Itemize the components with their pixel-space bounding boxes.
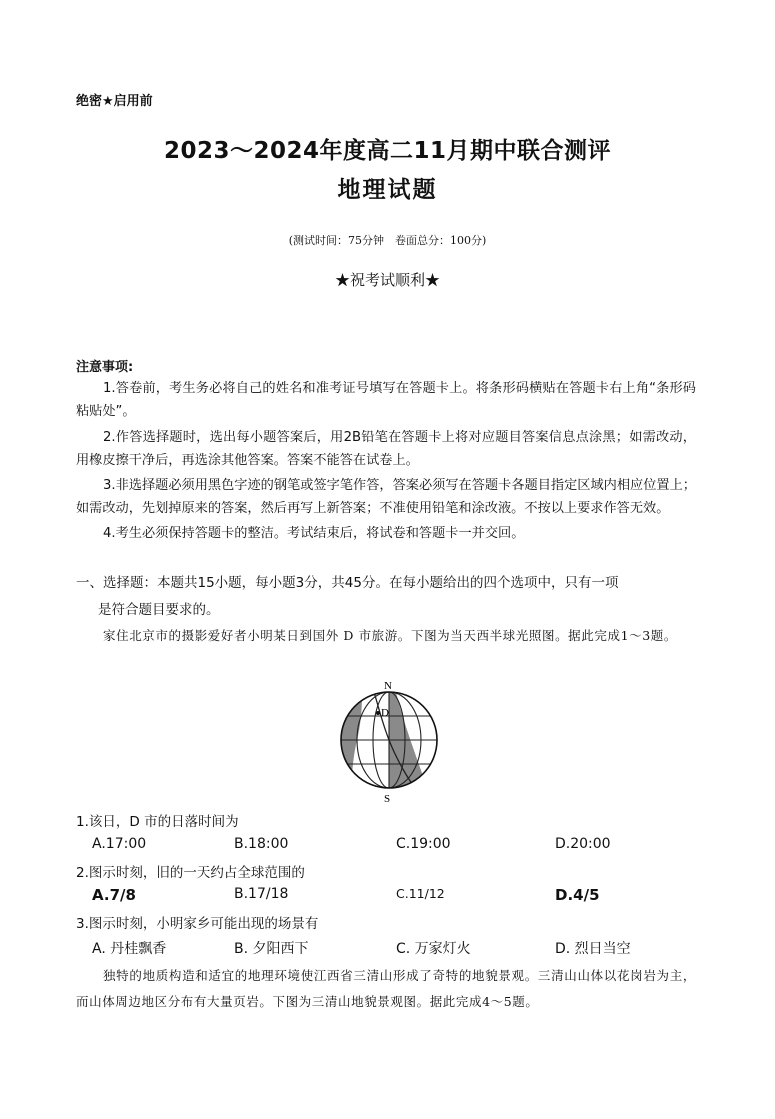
question-3-stem: 3.图示时刻，小明家乡可能出现的场景有	[76, 916, 319, 932]
question-3-option-c: C. 万家灯火	[396, 941, 471, 957]
subject-title: 地理试题	[337, 177, 438, 203]
question-1-stem: 1.该日，D 市的日落时间为	[76, 814, 239, 830]
section-heading-line1: 一、选择题：本题共15小题，每小题3分，共45分。在每小题给出的四个选项中，只有一项	[76, 575, 619, 591]
good-luck-text: ★祝考试顺利★	[334, 271, 440, 289]
question-2-option-a: A.7/8	[92, 886, 136, 904]
exam-title: 2023～2024年度高二11月期中联合测评	[163, 138, 612, 164]
question-1-option-d: D.20:00	[555, 836, 611, 852]
notice-item: 2.作答选择题时，选出每小题答案后，用2B铅笔在答题卡上将对应题目答案信息点涂黑；如需改动，用橡皮擦干净后，再选涂其他答案。答案不能答在试卷上。	[76, 430, 696, 468]
notice-item: 3.非选择题必须用黑色字迹的钢笔或签字笔作答，答案必须写在答题卡各题目指定区域内相应位置上；如需改动，先划掉原来的答案，然后再写上新答案；不准使用铅笔和涂改液。不按以上要求作答无效。	[76, 478, 696, 516]
notice-item: 4.考生必须保持答题卡的整洁。考试结束后，将试卷和答题卡一并交回。	[103, 526, 525, 541]
north-label: N	[384, 680, 392, 692]
illumination-globe-figure	[334, 678, 444, 804]
question-2-option-b: B.17/18	[234, 886, 289, 902]
question-1-option-c: C.19:00	[396, 836, 451, 852]
point-d-marker	[376, 711, 380, 715]
notice-title: 注意事项:	[76, 360, 134, 375]
passage-intro: 家住北京市的摄影爱好者小明某日到国外 D 市旅游。下图为当天西半球光照图。据此完成1～3题。	[103, 628, 677, 643]
exam-info: (测试时间：75分钟 卷面总分：100分)	[288, 234, 487, 247]
notice-item: 1.答卷前，考生务必将自己的姓名和准考证号填写在答题卡上。将条形码横贴在答题卡右上角“条形码粘贴处”。	[76, 381, 696, 419]
question-1-option-a: A.17:00	[92, 836, 147, 852]
section-heading	[76, 570, 696, 624]
confidential-label: 绝密★启用前	[76, 94, 153, 109]
question-3-option-b: B. 夕阳西下	[234, 941, 309, 957]
question-1-option-b: B.18:00	[234, 836, 289, 852]
question-2-stem: 2.图示时刻，旧的一天约占全球范围的	[76, 865, 305, 881]
south-label: S	[384, 793, 391, 804]
question-2-option-d: D.4/5	[555, 886, 600, 904]
question-2-option-c: C.11/12	[396, 886, 445, 901]
section-heading-line2: 是符合题目要求的。	[98, 602, 220, 618]
question-3-option-a: A. 丹桂飘香	[92, 941, 167, 957]
question-3-option-d: D. 烈日当空	[555, 941, 631, 957]
point-d-label: D	[381, 707, 389, 719]
passage-intro-2: 独特的地质构造和适宜的地理环境使江西省三清山形成了奇特的地貌景观。三清山山体以花岗岩为主，而山体周边地区分布有大量页岩。下图为三清山地貌景观图。据此完成4～5题。	[76, 968, 696, 1009]
